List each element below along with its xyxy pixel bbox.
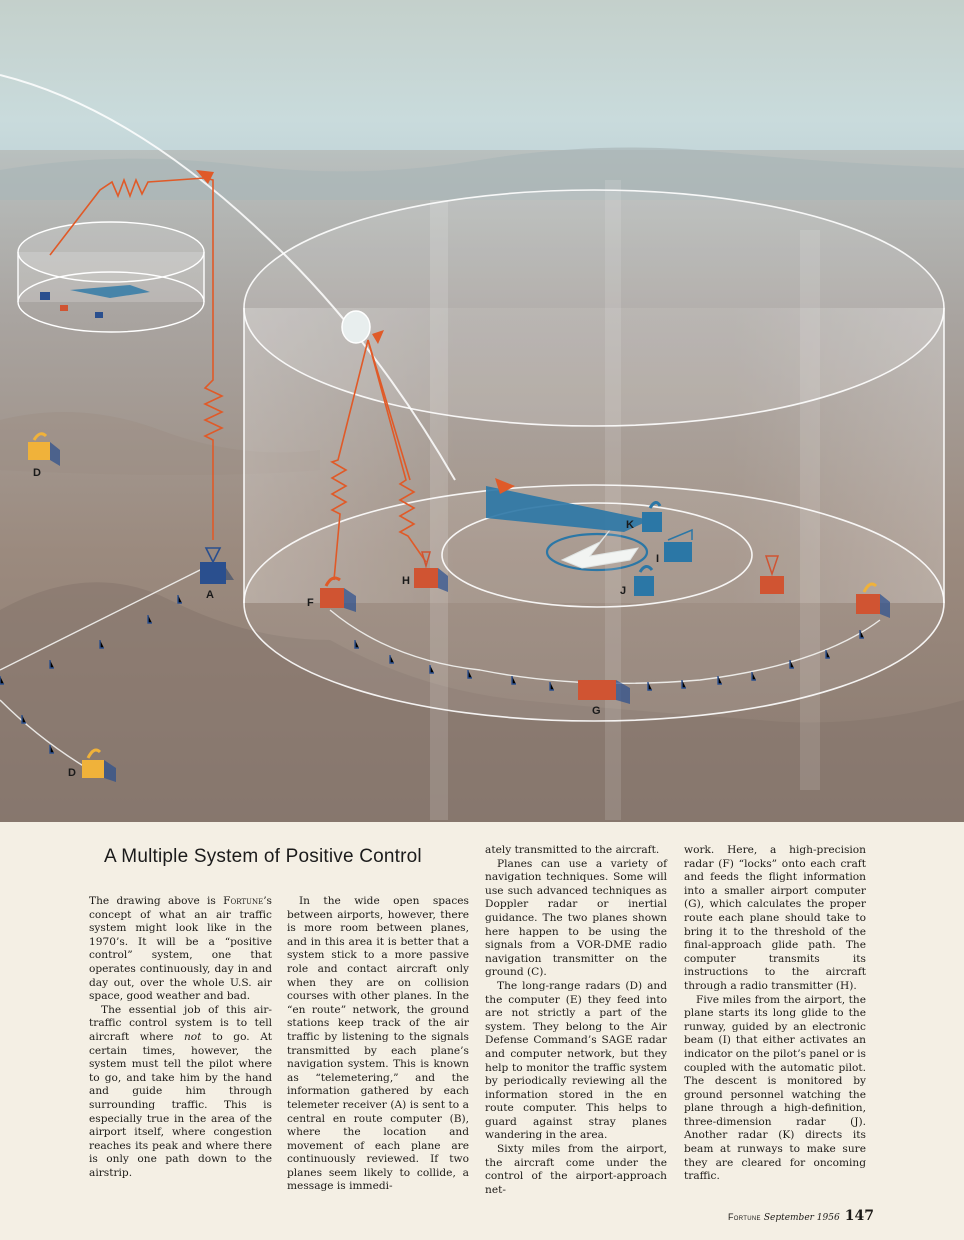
column-2: [287, 895, 469, 1194]
label-A: A: [206, 589, 214, 601]
col1-paragraph-1: The drawing above is Fortune’s concept of what an air traffic system might look like in the 1970’s. It will be a “positive control” system, one that operates continuously, day in and day out, over the whole U.S. air space, good weather and bad.: [89, 895, 272, 1003]
emphasis-not: not: [183, 1030, 202, 1043]
column-4: [684, 844, 866, 1184]
label-H: H: [402, 575, 410, 587]
col4-paragraph-2: Five miles from the airport, the plane starts its long glide to the runway, guided by an electronic beam (I) that either activates an indicator on the pilot’s panel or is coupled with the automatic pilot. The descent is monitored by ground personnel watching the plane through a high-definition, three-dimension radar (J). Another radar (K) directs its beam at runways to make sure they are cleared for oncoming traffic.: [684, 993, 866, 1183]
col3-paragraph-2: Planes can use a variety of navigation techniques. Some will use such advanced techniques as Doppler radar or inertial guidance. The two planes shown here happen to be using the signals from a VOR-DME radio navigation transmitter on the ground (C).: [485, 857, 667, 979]
brand-fortune: Fortune: [223, 895, 264, 907]
label-J: J: [620, 585, 627, 597]
col3-paragraph-4: Sixty miles from the airport, the aircraft come under the control of the airport-approach net-: [485, 1143, 667, 1196]
label-I: I: [656, 553, 660, 565]
page-footer: [728, 1205, 874, 1224]
label-D-lower: D: [68, 767, 76, 779]
col2-paragraph-1: In the wide open spaces between airports, however, there is more room between planes, and in this area it is better that a system stick to a more passive role and contact aircraft only when they are on collision courses with other planes. In the “en route” network, the ground stations keep track of the air traffic by listening to the signals transmitted by each plane’s navigation system. This is known as “telemetering,” and the information gathered by each telemeter receiver (A) is sent to a central en route computer (B), where the location and movement of each plane are continuously reviewed. If two planes seem likely to collide, a message is immedi-: [287, 895, 469, 1193]
label-F: F: [307, 597, 314, 609]
col3-paragraph-1: ately transmitted to the aircraft.: [485, 844, 660, 856]
page-number: 147: [844, 1208, 874, 1224]
col3-paragraph-3: The long-range radars (D) and the computer (E) they feed into are not strictly a part of the system. They belong to the Air Defense Command’s SAGE radar and computer network, but they help to monitor the traffic system by periodically reviewing all the information stored in the en route computer. This helps to guard against stray planes wandering in the area.: [485, 979, 667, 1142]
footer-date: September 1956: [763, 1213, 840, 1223]
label-G: G: [592, 705, 601, 717]
column-3: [485, 844, 667, 1197]
footer-magazine: Fortune: [728, 1212, 761, 1222]
label-K: K: [626, 519, 634, 531]
col1-paragraph-2: The essential job of this air-traffic control system is to tell aircraft where not to go. At certain times, however, the system must tell the pilot where to go, and take him by the hand and guide him through surrounding traffic. This is especially true in the area of the airport itself, where congestion reaches its peak and where there is only one path down to the airstrip.: [89, 1003, 272, 1179]
article-title: A Multiple System of Positive Control: [104, 846, 422, 867]
col4-paragraph-1: work. Here, a high-precision radar (F) “locks” onto each craft and feeds the flight information into a smaller airport computer (G), which calculates the proper route each plane should take to bring it to the threshold of the final-approach glide path. The computer transmits its instructions to the aircraft through a radio transmitter (H).: [684, 844, 866, 992]
column-1: [89, 895, 272, 1180]
label-D-upper: D: [33, 467, 41, 479]
